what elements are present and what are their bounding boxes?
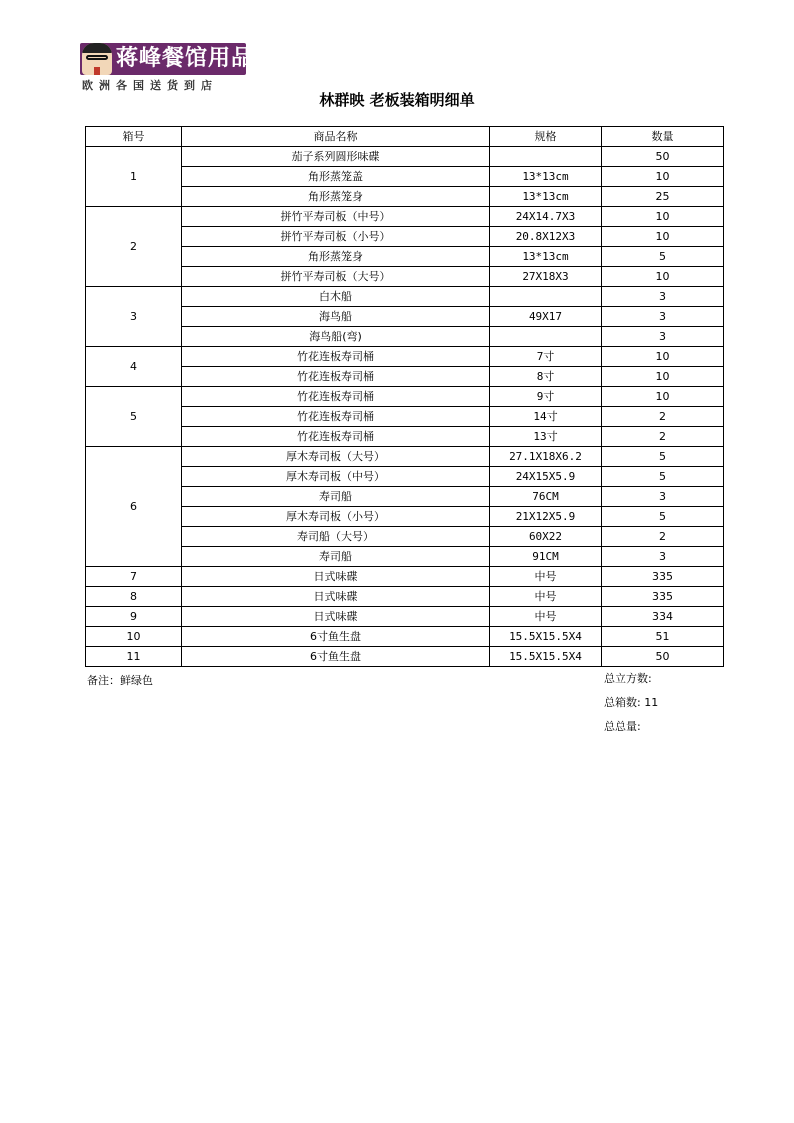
product-name-cell: 6寸鱼生盘 — [182, 627, 490, 647]
product-name-cell: 厚木寿司板（小号） — [182, 507, 490, 527]
spec-cell: 9寸 — [490, 387, 602, 407]
box-number-cell: 6 — [86, 447, 182, 567]
product-name-cell: 拼竹平寿司板（中号） — [182, 207, 490, 227]
packing-list-table — [85, 126, 724, 667]
product-name-cell: 日式味碟 — [182, 607, 490, 627]
table-row — [86, 347, 724, 367]
box-number-cell: 3 — [86, 287, 182, 347]
quantity-cell: 50 — [602, 147, 724, 167]
table-row — [86, 627, 724, 647]
header-quantity: 数量 — [602, 127, 724, 147]
product-name-cell: 角形蒸笼身 — [182, 187, 490, 207]
table-row — [86, 467, 724, 487]
spec-cell: 中号 — [490, 587, 602, 607]
box-number-cell: 1 — [86, 147, 182, 207]
table-row — [86, 487, 724, 507]
product-name-cell: 海鸟船 — [182, 307, 490, 327]
box-number-cell: 5 — [86, 387, 182, 447]
table-header-row — [86, 127, 724, 147]
product-name-cell: 厚木寿司板（中号） — [182, 467, 490, 487]
quantity-cell: 5 — [602, 467, 724, 487]
quantity-cell: 2 — [602, 407, 724, 427]
quantity-cell: 10 — [602, 227, 724, 247]
portrait-icon — [82, 43, 112, 75]
table-row — [86, 387, 724, 407]
table-row — [86, 407, 724, 427]
product-name-cell: 日式味碟 — [182, 587, 490, 607]
product-name-cell: 竹花连板寿司桶 — [182, 407, 490, 427]
product-name-cell: 茄子系列圆形味碟 — [182, 147, 490, 167]
spec-cell: 76CM — [490, 487, 602, 507]
product-name-cell: 拼竹平寿司板（小号） — [182, 227, 490, 247]
quantity-cell: 51 — [602, 627, 724, 647]
product-name-cell: 角形蒸笼盖 — [182, 167, 490, 187]
table-body — [86, 147, 724, 667]
spec-cell: 中号 — [490, 567, 602, 587]
quantity-cell: 5 — [602, 447, 724, 467]
box-number-cell: 10 — [86, 627, 182, 647]
spec-cell: 13*13cm — [490, 167, 602, 187]
table-row — [86, 247, 724, 267]
quantity-cell: 3 — [602, 287, 724, 307]
header-spec: 规格 — [490, 127, 602, 147]
quantity-cell: 3 — [602, 327, 724, 347]
spec-cell: 24X15X5.9 — [490, 467, 602, 487]
table-row — [86, 267, 724, 287]
table-row — [86, 327, 724, 347]
document-title: 林群映 老板装箱明细单 — [319, 91, 475, 109]
spec-cell: 24X14.7X3 — [490, 207, 602, 227]
table-row — [86, 167, 724, 187]
quantity-cell: 335 — [602, 587, 724, 607]
header-product-name: 商品名称 — [182, 127, 490, 147]
table-row — [86, 307, 724, 327]
header-box-number: 箱号 — [86, 127, 182, 147]
table-row — [86, 187, 724, 207]
table-row — [86, 227, 724, 247]
quantity-cell: 3 — [602, 307, 724, 327]
spec-cell: 7寸 — [490, 347, 602, 367]
total-weight: 总总量: — [604, 720, 641, 733]
total-boxes: 总箱数: 11 — [604, 696, 659, 709]
spec-cell: 27X18X3 — [490, 267, 602, 287]
logo-tagline: 欧洲各国送货到店 — [82, 79, 218, 92]
quantity-cell: 10 — [602, 267, 724, 287]
quantity-cell: 10 — [602, 207, 724, 227]
box-number-cell: 11 — [86, 647, 182, 667]
quantity-cell: 50 — [602, 647, 724, 667]
spec-cell — [490, 327, 602, 347]
spec-cell: 49X17 — [490, 307, 602, 327]
table-row — [86, 367, 724, 387]
spec-cell: 14寸 — [490, 407, 602, 427]
quantity-cell: 3 — [602, 487, 724, 507]
logo-banner — [80, 43, 255, 75]
product-name-cell: 海鸟船(弯) — [182, 327, 490, 347]
product-name-cell: 寿司船 — [182, 547, 490, 567]
box-number-cell: 2 — [86, 207, 182, 287]
table-row — [86, 647, 724, 667]
quantity-cell: 5 — [602, 507, 724, 527]
total-volume: 总立方数: — [604, 672, 652, 685]
spec-cell: 13寸 — [490, 427, 602, 447]
spec-cell: 中号 — [490, 607, 602, 627]
quantity-cell: 10 — [602, 367, 724, 387]
table-row — [86, 207, 724, 227]
quantity-cell: 10 — [602, 387, 724, 407]
logo-brand-text: 蒋峰餐馆用品 — [116, 46, 255, 71]
table-row — [86, 287, 724, 307]
table-row — [86, 447, 724, 467]
product-name-cell: 白木船 — [182, 287, 490, 307]
product-name-cell: 竹花连板寿司桶 — [182, 387, 490, 407]
product-name-cell: 寿司船 — [182, 487, 490, 507]
quantity-cell: 335 — [602, 567, 724, 587]
box-number-cell: 4 — [86, 347, 182, 387]
table-row — [86, 507, 724, 527]
product-name-cell: 竹花连板寿司桶 — [182, 367, 490, 387]
product-name-cell: 日式味碟 — [182, 567, 490, 587]
spec-cell: 60X22 — [490, 527, 602, 547]
quantity-cell: 2 — [602, 427, 724, 447]
table-row — [86, 547, 724, 567]
box-number-cell: 7 — [86, 567, 182, 587]
product-name-cell: 寿司船（大号） — [182, 527, 490, 547]
product-name-cell: 角形蒸笼身 — [182, 247, 490, 267]
spec-cell: 20.8X12X3 — [490, 227, 602, 247]
remark-note: 备注：鲜绿色 — [87, 674, 153, 687]
spec-cell — [490, 147, 602, 167]
quantity-cell: 10 — [602, 167, 724, 187]
product-name-cell: 竹花连板寿司桶 — [182, 427, 490, 447]
spec-cell: 27.1X18X6.2 — [490, 447, 602, 467]
spec-cell: 91CM — [490, 547, 602, 567]
product-name-cell: 竹花连板寿司桶 — [182, 347, 490, 367]
table-row — [86, 427, 724, 447]
spec-cell — [490, 287, 602, 307]
box-number-cell: 9 — [86, 607, 182, 627]
table-row — [86, 587, 724, 607]
box-number-cell: 8 — [86, 587, 182, 607]
spec-cell: 13*13cm — [490, 187, 602, 207]
quantity-cell: 334 — [602, 607, 724, 627]
quantity-cell: 2 — [602, 527, 724, 547]
quantity-cell: 25 — [602, 187, 724, 207]
table-row — [86, 527, 724, 547]
quantity-cell: 5 — [602, 247, 724, 267]
product-name-cell: 拼竹平寿司板（大号） — [182, 267, 490, 287]
spec-cell: 15.5X15.5X4 — [490, 647, 602, 667]
company-logo — [80, 43, 255, 93]
table-row — [86, 147, 724, 167]
table-row — [86, 607, 724, 627]
table-row — [86, 567, 724, 587]
spec-cell: 13*13cm — [490, 247, 602, 267]
product-name-cell: 6寸鱼生盘 — [182, 647, 490, 667]
quantity-cell: 3 — [602, 547, 724, 567]
quantity-cell: 10 — [602, 347, 724, 367]
spec-cell: 8寸 — [490, 367, 602, 387]
spec-cell: 21X12X5.9 — [490, 507, 602, 527]
spec-cell: 15.5X15.5X4 — [490, 627, 602, 647]
product-name-cell: 厚木寿司板（大号） — [182, 447, 490, 467]
